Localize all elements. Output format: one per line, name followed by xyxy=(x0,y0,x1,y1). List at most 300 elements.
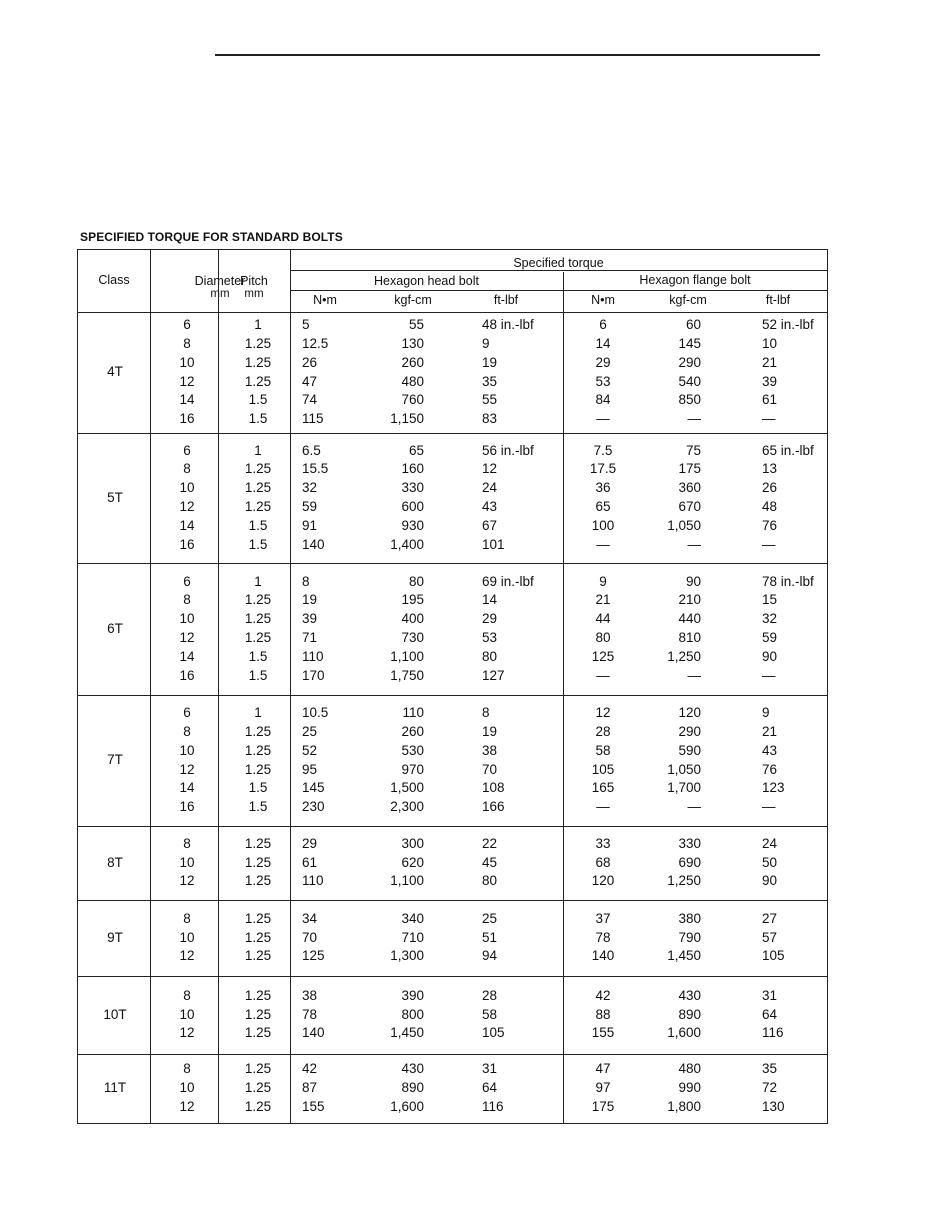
head-nm-cell: 29 xyxy=(302,835,318,851)
header-class-label: Class xyxy=(98,273,130,287)
head-ftlbf-cell: 127 xyxy=(482,667,505,683)
pitch-cell: 1.25 xyxy=(244,630,272,645)
flange-ftlbf-cell: 105 xyxy=(762,948,785,964)
diameter-cell: 10 xyxy=(179,611,195,627)
pitch-cell: 1.5 xyxy=(248,517,268,533)
head-kgfcm-cell: 1,600 xyxy=(390,1098,424,1114)
head-ftlbf-cell: 80 xyxy=(482,648,498,664)
head-kgfcm-cell: 1,400 xyxy=(390,536,424,552)
diameter-cell: 6 xyxy=(183,442,191,458)
pitch-cell: 1.5 xyxy=(248,780,268,796)
pitch-cell: 1 xyxy=(254,573,262,589)
flange-ftlbf-cell: 50 xyxy=(762,854,778,870)
pitch-cell: 1.25 xyxy=(244,761,272,777)
divider-head-flange xyxy=(563,272,564,1123)
class-label: 11T xyxy=(103,1080,127,1096)
head-ftlbf-cell: 94 xyxy=(482,948,498,964)
head-nm-cell: 6.5 xyxy=(302,442,321,458)
head-nm-cell: 74 xyxy=(302,392,318,408)
head-nm-cell: 70 xyxy=(302,929,318,945)
flange-nm-cell: 14 xyxy=(595,335,611,351)
head-kgfcm-cell: 160 xyxy=(401,461,424,477)
flange-nm-cell: — xyxy=(596,667,610,683)
flange-nm-cell: 21 xyxy=(595,592,611,608)
flange-nm-cell: 9 xyxy=(599,573,607,589)
flange-ftlbf-cell: 76 xyxy=(762,517,778,533)
pitch-cell: 1 xyxy=(254,442,262,458)
head-nm-cell: 12.5 xyxy=(302,335,329,351)
flange-kgfcm-cell: 440 xyxy=(678,611,701,627)
head-kgfcm-cell: 760 xyxy=(401,392,424,408)
divider-header-body xyxy=(78,312,827,313)
diameter-cell: 14 xyxy=(179,392,195,408)
diameter-cell: 12 xyxy=(179,1025,195,1041)
flange-ftlbf-cell: 72 xyxy=(762,1080,778,1096)
head-kgfcm-cell: 1,100 xyxy=(390,873,424,889)
head-ftlbf-cell: 64 xyxy=(482,1080,498,1096)
flange-kgfcm-cell: 120 xyxy=(678,705,701,721)
torque-table xyxy=(77,249,828,1124)
flange-kgfcm-cell: 90 xyxy=(685,573,701,589)
flange-nm-cell: 17.5 xyxy=(589,461,617,477)
pitch-cell: 1 xyxy=(254,317,262,333)
head-ftlbf-cell: 29 xyxy=(482,611,498,627)
flange-kgfcm-cell: 145 xyxy=(678,335,701,351)
flange-nm-cell: 100 xyxy=(591,517,615,533)
flange-ftlbf-cell: 130 xyxy=(762,1098,785,1114)
flange-kgfcm-cell: 330 xyxy=(678,835,701,851)
flange-ftlbf-cell: 26 xyxy=(762,480,778,496)
head-kgfcm-cell: 260 xyxy=(401,354,424,370)
pitch-cell: 1.25 xyxy=(244,354,272,370)
diameter-cell: 16 xyxy=(179,667,195,683)
flange-ftlbf-cell: 90 xyxy=(762,648,778,664)
divider-pitch xyxy=(290,250,291,1123)
diameter-cell: 8 xyxy=(183,1061,191,1077)
head-ftlbf-cell: 48 in.-lbf xyxy=(482,317,534,333)
head-kgfcm-cell: 480 xyxy=(401,373,424,389)
flange-nm-cell: 65 xyxy=(595,499,611,514)
head-kgfcm-cell: 970 xyxy=(401,761,424,777)
flange-ftlbf-cell: 76 xyxy=(762,761,778,777)
flange-nm-cell: 105 xyxy=(591,761,615,777)
diameter-cell: 16 xyxy=(179,411,195,427)
flange-kgfcm-cell: 1,450 xyxy=(667,948,701,964)
pitch-cell: 1.25 xyxy=(244,929,272,945)
flange-ftlbf-cell: 27 xyxy=(762,910,778,926)
flange-nm-cell: 29 xyxy=(595,354,611,370)
head-nm-cell: 95 xyxy=(302,761,318,777)
header-hex-flange-bolt: Hexagon flange bolt xyxy=(639,273,751,287)
flange-ftlbf-cell: 123 xyxy=(762,780,785,796)
flange-ftlbf-cell: — xyxy=(762,667,776,683)
head-ftlbf-cell: 31 xyxy=(482,1061,498,1077)
divider-class xyxy=(150,250,151,1123)
diameter-cell: 10 xyxy=(179,354,195,370)
head-ftlbf-cell: 166 xyxy=(482,799,505,815)
flange-ftlbf-cell: — xyxy=(762,799,776,815)
flange-kgfcm-cell: 1,700 xyxy=(667,780,701,796)
head-ftlbf-cell: 67 xyxy=(482,517,498,533)
head-ftlbf-cell: 55 xyxy=(482,392,498,408)
diameter-cell: 6 xyxy=(183,317,191,333)
diameter-cell: 8 xyxy=(183,835,191,851)
head-kgfcm-cell: 1,500 xyxy=(390,780,424,796)
diameter-cell: 12 xyxy=(179,761,195,777)
flange-ftlbf-cell: 31 xyxy=(762,987,778,1003)
head-nm-cell: 110 xyxy=(302,873,324,889)
head-kgfcm-cell: 65 xyxy=(408,442,424,458)
flange-nm-cell: 7.5 xyxy=(593,442,613,458)
head-ftlbf-cell: 83 xyxy=(482,411,498,427)
head-ftlbf-cell: 45 xyxy=(482,854,498,870)
flange-nm-cell: 97 xyxy=(595,1080,611,1096)
pitch-cell: 1.5 xyxy=(248,667,268,683)
flange-kgfcm-cell: 670 xyxy=(678,499,701,514)
flange-nm-cell: 36 xyxy=(595,480,611,496)
diameter-cell: 8 xyxy=(183,723,191,739)
head-kgfcm-cell: 1,150 xyxy=(390,411,424,427)
diameter-cell: 12 xyxy=(179,630,195,645)
flange-ftlbf-cell: 24 xyxy=(762,835,778,851)
flange-ftlbf-cell: 43 xyxy=(762,742,778,758)
head-kgfcm-cell: 710 xyxy=(401,929,424,945)
flange-ftlbf-cell: 48 xyxy=(762,499,778,514)
divider-group xyxy=(78,433,827,434)
head-kgfcm-cell: 400 xyxy=(401,611,424,627)
flange-ftlbf-cell: 52 in.-lbf xyxy=(762,317,814,333)
flange-nm-cell: 68 xyxy=(595,854,611,870)
flange-kgfcm-cell: 480 xyxy=(678,1061,701,1077)
divider-group xyxy=(78,1054,827,1055)
head-ftlbf-cell: 51 xyxy=(482,929,498,945)
head-nm-cell: 145 xyxy=(302,780,325,796)
diameter-cell: 12 xyxy=(179,1098,195,1114)
flange-nm-cell: 84 xyxy=(595,392,611,408)
head-nm-cell: 42 xyxy=(302,1061,318,1077)
head-ftlbf-cell: 56 in.-lbf xyxy=(482,442,534,458)
head-nm-cell: 38 xyxy=(302,987,318,1003)
flange-ftlbf-cell: 32 xyxy=(762,611,778,627)
flange-ftlbf-cell: 35 xyxy=(762,1061,778,1077)
head-nm-cell: 15.5 xyxy=(302,461,329,477)
pitch-cell: 1.25 xyxy=(244,1025,272,1041)
head-kgfcm-cell: 2,300 xyxy=(390,799,424,815)
head-nm-cell: 125 xyxy=(302,948,325,964)
flange-kgfcm-cell: 540 xyxy=(678,373,701,389)
header-flange-ftlbf: ft-lbf xyxy=(765,293,791,307)
flange-ftlbf-cell: 78 in.-lbf xyxy=(762,573,814,589)
flange-nm-cell: — xyxy=(596,536,610,552)
head-kgfcm-cell: 1,100 xyxy=(390,648,424,664)
flange-kgfcm-cell: 175 xyxy=(678,461,701,477)
flange-nm-cell: — xyxy=(596,799,610,815)
header-flange-nm: N•m xyxy=(591,293,615,307)
pitch-cell: 1.25 xyxy=(244,854,272,870)
flange-kgfcm-cell: — xyxy=(687,799,701,815)
diameter-cell: 16 xyxy=(179,799,195,815)
head-ftlbf-cell: 53 xyxy=(482,630,498,645)
flange-kgfcm-cell: 210 xyxy=(678,592,701,608)
flange-nm-cell: 12 xyxy=(595,705,611,721)
pitch-cell: 1.25 xyxy=(244,1080,272,1096)
flange-ftlbf-cell: 64 xyxy=(762,1006,778,1022)
pitch-cell: 1.5 xyxy=(248,392,268,408)
pitch-cell: 1.25 xyxy=(244,480,272,496)
head-ftlbf-cell: 28 xyxy=(482,987,498,1003)
flange-nm-cell: — xyxy=(596,411,610,427)
pitch-cell: 1.25 xyxy=(244,611,272,627)
flange-kgfcm-cell: 1,050 xyxy=(667,517,701,533)
flange-kgfcm-cell: 430 xyxy=(678,987,701,1003)
head-ftlbf-cell: 70 xyxy=(482,761,498,777)
head-ftlbf-cell: 35 xyxy=(482,373,498,389)
head-nm-cell: 140 xyxy=(302,1025,325,1041)
flange-nm-cell: 78 xyxy=(595,929,611,945)
flange-kgfcm-cell: 1,050 xyxy=(667,761,701,777)
head-kgfcm-cell: 600 xyxy=(401,499,424,514)
pitch-cell: 1.25 xyxy=(244,910,272,926)
head-nm-cell: 8 xyxy=(302,573,310,589)
flange-nm-cell: 165 xyxy=(591,780,615,796)
header-pitch xyxy=(218,274,290,302)
diameter-cell: 12 xyxy=(179,948,195,964)
flange-ftlbf-cell: 90 xyxy=(762,873,778,889)
head-nm-cell: 71 xyxy=(302,630,318,645)
diameter-cell: 8 xyxy=(183,461,191,477)
head-nm-cell: 34 xyxy=(302,910,318,926)
head-ftlbf-cell: 116 xyxy=(482,1098,504,1114)
flange-nm-cell: 58 xyxy=(595,742,611,758)
header-specified-torque: Specified torque xyxy=(513,256,604,270)
head-ftlbf-cell: 58 xyxy=(482,1006,498,1022)
head-kgfcm-cell: 300 xyxy=(401,835,424,851)
header-diameter-unit: mm xyxy=(210,288,230,301)
flange-ftlbf-cell: 39 xyxy=(762,373,778,389)
head-nm-cell: 110 xyxy=(302,648,324,664)
diameter-cell: 12 xyxy=(179,873,195,889)
head-kgfcm-cell: 800 xyxy=(401,1006,424,1022)
diameter-cell: 6 xyxy=(183,705,191,721)
header-head-ftlbf: ft-lbf xyxy=(493,293,519,307)
head-nm-cell: 19 xyxy=(302,592,318,608)
pitch-cell: 1.5 xyxy=(248,536,268,552)
pitch-cell: 1.5 xyxy=(248,799,268,815)
head-ftlbf-cell: 69 in.-lbf xyxy=(482,573,534,589)
header-pitch-label: Pitch xyxy=(240,274,268,288)
diameter-cell: 10 xyxy=(179,1080,195,1096)
flange-nm-cell: 175 xyxy=(591,1098,615,1114)
header-diameter-label: Diameter xyxy=(194,274,246,288)
flange-ftlbf-cell: 59 xyxy=(762,630,778,645)
head-nm-cell: 52 xyxy=(302,742,318,758)
flange-nm-cell: 120 xyxy=(591,873,615,889)
head-kgfcm-cell: 260 xyxy=(401,723,424,739)
head-kgfcm-cell: 1,450 xyxy=(390,1025,424,1041)
head-nm-cell: 10.5 xyxy=(302,705,329,721)
flange-kgfcm-cell: 380 xyxy=(678,910,701,926)
flange-kgfcm-cell: — xyxy=(687,411,701,427)
head-kgfcm-cell: 330 xyxy=(401,480,424,496)
head-nm-cell: 91 xyxy=(302,517,318,533)
diameter-cell: 6 xyxy=(183,573,191,589)
diameter-cell: 14 xyxy=(179,648,195,664)
flange-nm-cell: 88 xyxy=(595,1006,611,1022)
divider-diameter xyxy=(218,250,219,1123)
pitch-cell: 1.25 xyxy=(244,873,272,889)
head-nm-cell: 115 xyxy=(302,411,324,427)
flange-kgfcm-cell: 360 xyxy=(678,480,701,496)
head-ftlbf-cell: 8 xyxy=(482,705,490,721)
header-hex-head-bolt: Hexagon head bolt xyxy=(374,274,479,288)
pitch-cell: 1.25 xyxy=(244,335,272,351)
flange-nm-cell: 53 xyxy=(595,373,611,389)
diameter-cell: 10 xyxy=(179,1006,195,1022)
pitch-cell: 1.25 xyxy=(244,592,272,608)
divider-group xyxy=(78,900,827,901)
pitch-cell: 1.25 xyxy=(244,723,272,739)
head-ftlbf-cell: 25 xyxy=(482,910,498,926)
flange-ftlbf-cell: 57 xyxy=(762,929,778,945)
divider-bolt-types xyxy=(290,290,827,291)
pitch-cell: 1.25 xyxy=(244,835,272,851)
diameter-cell: 14 xyxy=(179,517,195,533)
head-kgfcm-cell: 80 xyxy=(408,573,424,589)
head-kgfcm-cell: 1,750 xyxy=(390,667,424,683)
flange-ftlbf-cell: 65 in.-lbf xyxy=(762,442,814,458)
flange-ftlbf-cell: 21 xyxy=(762,354,778,370)
head-kgfcm-cell: 390 xyxy=(401,987,424,1003)
flange-kgfcm-cell: 1,250 xyxy=(667,648,701,664)
flange-kgfcm-cell: — xyxy=(687,667,701,683)
pitch-cell: 1.25 xyxy=(244,987,272,1003)
flange-kgfcm-cell: 290 xyxy=(678,723,701,739)
head-nm-cell: 59 xyxy=(302,499,318,514)
flange-kgfcm-cell: 1,250 xyxy=(667,873,701,889)
flange-ftlbf-cell: 9 xyxy=(762,705,770,721)
diameter-cell: 14 xyxy=(179,780,195,796)
pitch-cell: 1.25 xyxy=(244,499,272,514)
head-nm-cell: 78 xyxy=(302,1006,318,1022)
head-nm-cell: 155 xyxy=(302,1098,325,1114)
diameter-cell: 10 xyxy=(179,742,195,758)
header-head-kgfcm: kgf-cm xyxy=(394,293,432,307)
diameter-cell: 10 xyxy=(179,854,195,870)
flange-kgfcm-cell: — xyxy=(687,536,701,552)
head-nm-cell: 87 xyxy=(302,1080,318,1096)
flange-kgfcm-cell: 60 xyxy=(685,317,701,333)
flange-nm-cell: 37 xyxy=(595,910,611,926)
head-ftlbf-cell: 19 xyxy=(482,723,498,739)
flange-kgfcm-cell: 790 xyxy=(678,929,701,945)
pitch-cell: 1.25 xyxy=(244,373,272,389)
head-ftlbf-cell: 105 xyxy=(482,1025,505,1041)
head-kgfcm-cell: 340 xyxy=(401,910,424,926)
class-label: 4T xyxy=(107,364,123,380)
diameter-cell: 10 xyxy=(179,480,195,496)
divider-group xyxy=(78,695,827,696)
head-kgfcm-cell: 930 xyxy=(401,517,424,533)
flange-nm-cell: 47 xyxy=(595,1061,611,1077)
head-kgfcm-cell: 620 xyxy=(401,854,424,870)
flange-nm-cell: 155 xyxy=(591,1025,615,1041)
diameter-cell: 12 xyxy=(179,373,195,389)
flange-ftlbf-cell: 21 xyxy=(762,723,778,739)
head-nm-cell: 26 xyxy=(302,354,318,370)
head-nm-cell: 5 xyxy=(302,317,310,333)
diameter-cell: 10 xyxy=(179,929,195,945)
divider-specified xyxy=(290,270,827,271)
diameter-cell: 12 xyxy=(179,499,195,514)
pitch-cell: 1 xyxy=(254,705,262,721)
header-flange-kgfcm: kgf-cm xyxy=(669,293,707,307)
head-ftlbf-cell: 38 xyxy=(482,742,498,758)
flange-nm-cell: 33 xyxy=(595,835,611,851)
flange-kgfcm-cell: 75 xyxy=(685,442,701,458)
flange-ftlbf-cell: 10 xyxy=(762,335,778,351)
head-kgfcm-cell: 110 xyxy=(402,705,424,721)
flange-kgfcm-cell: 890 xyxy=(678,1006,701,1022)
flange-nm-cell: 140 xyxy=(591,948,615,964)
flange-ftlbf-cell: 61 xyxy=(762,392,778,408)
flange-kgfcm-cell: 810 xyxy=(678,630,701,645)
diameter-cell: 8 xyxy=(183,592,191,608)
flange-kgfcm-cell: 590 xyxy=(678,742,701,758)
pitch-cell: 1.5 xyxy=(248,648,268,664)
head-kgfcm-cell: 730 xyxy=(401,630,424,645)
flange-kgfcm-cell: 1,800 xyxy=(667,1098,701,1114)
diameter-cell: 8 xyxy=(183,987,191,1003)
head-kgfcm-cell: 890 xyxy=(401,1080,424,1096)
head-kgfcm-cell: 55 xyxy=(408,317,424,333)
head-nm-cell: 61 xyxy=(302,854,318,870)
class-label: 9T xyxy=(107,929,123,945)
flange-nm-cell: 42 xyxy=(595,987,611,1003)
flange-kgfcm-cell: 1,600 xyxy=(667,1025,701,1041)
flange-nm-cell: 28 xyxy=(595,723,611,739)
header-pitch-unit: mm xyxy=(244,288,264,301)
divider-group xyxy=(78,563,827,564)
table-caption: SPECIFIED TORQUE FOR STANDARD BOLTS xyxy=(80,230,343,244)
flange-nm-cell: 6 xyxy=(599,317,607,333)
flange-kgfcm-cell: 690 xyxy=(678,854,701,870)
head-ftlbf-cell: 80 xyxy=(482,873,498,889)
head-nm-cell: 47 xyxy=(302,373,318,389)
class-label: 8T xyxy=(107,854,123,870)
head-ftlbf-cell: 14 xyxy=(482,592,498,608)
flange-kgfcm-cell: 990 xyxy=(678,1080,701,1096)
flange-ftlbf-cell: — xyxy=(762,536,776,552)
divider-group xyxy=(78,976,827,977)
class-label: 7T xyxy=(107,752,123,768)
pitch-cell: 1.5 xyxy=(248,411,268,427)
pitch-cell: 1.25 xyxy=(244,461,272,477)
head-ftlbf-cell: 101 xyxy=(482,536,505,552)
flange-ftlbf-cell: 116 xyxy=(762,1025,784,1041)
top-rule xyxy=(215,54,820,56)
flange-nm-cell: 125 xyxy=(591,648,615,664)
flange-ftlbf-cell: 15 xyxy=(762,592,778,608)
pitch-cell: 1.25 xyxy=(244,742,272,758)
head-kgfcm-cell: 195 xyxy=(401,592,424,608)
head-ftlbf-cell: 24 xyxy=(482,480,498,496)
pitch-cell: 1.25 xyxy=(244,1098,272,1114)
head-nm-cell: 25 xyxy=(302,723,318,739)
class-label: 10T xyxy=(103,1006,127,1022)
flange-ftlbf-cell: 13 xyxy=(762,461,778,477)
header-class xyxy=(78,273,150,287)
diameter-cell: 8 xyxy=(183,335,191,351)
